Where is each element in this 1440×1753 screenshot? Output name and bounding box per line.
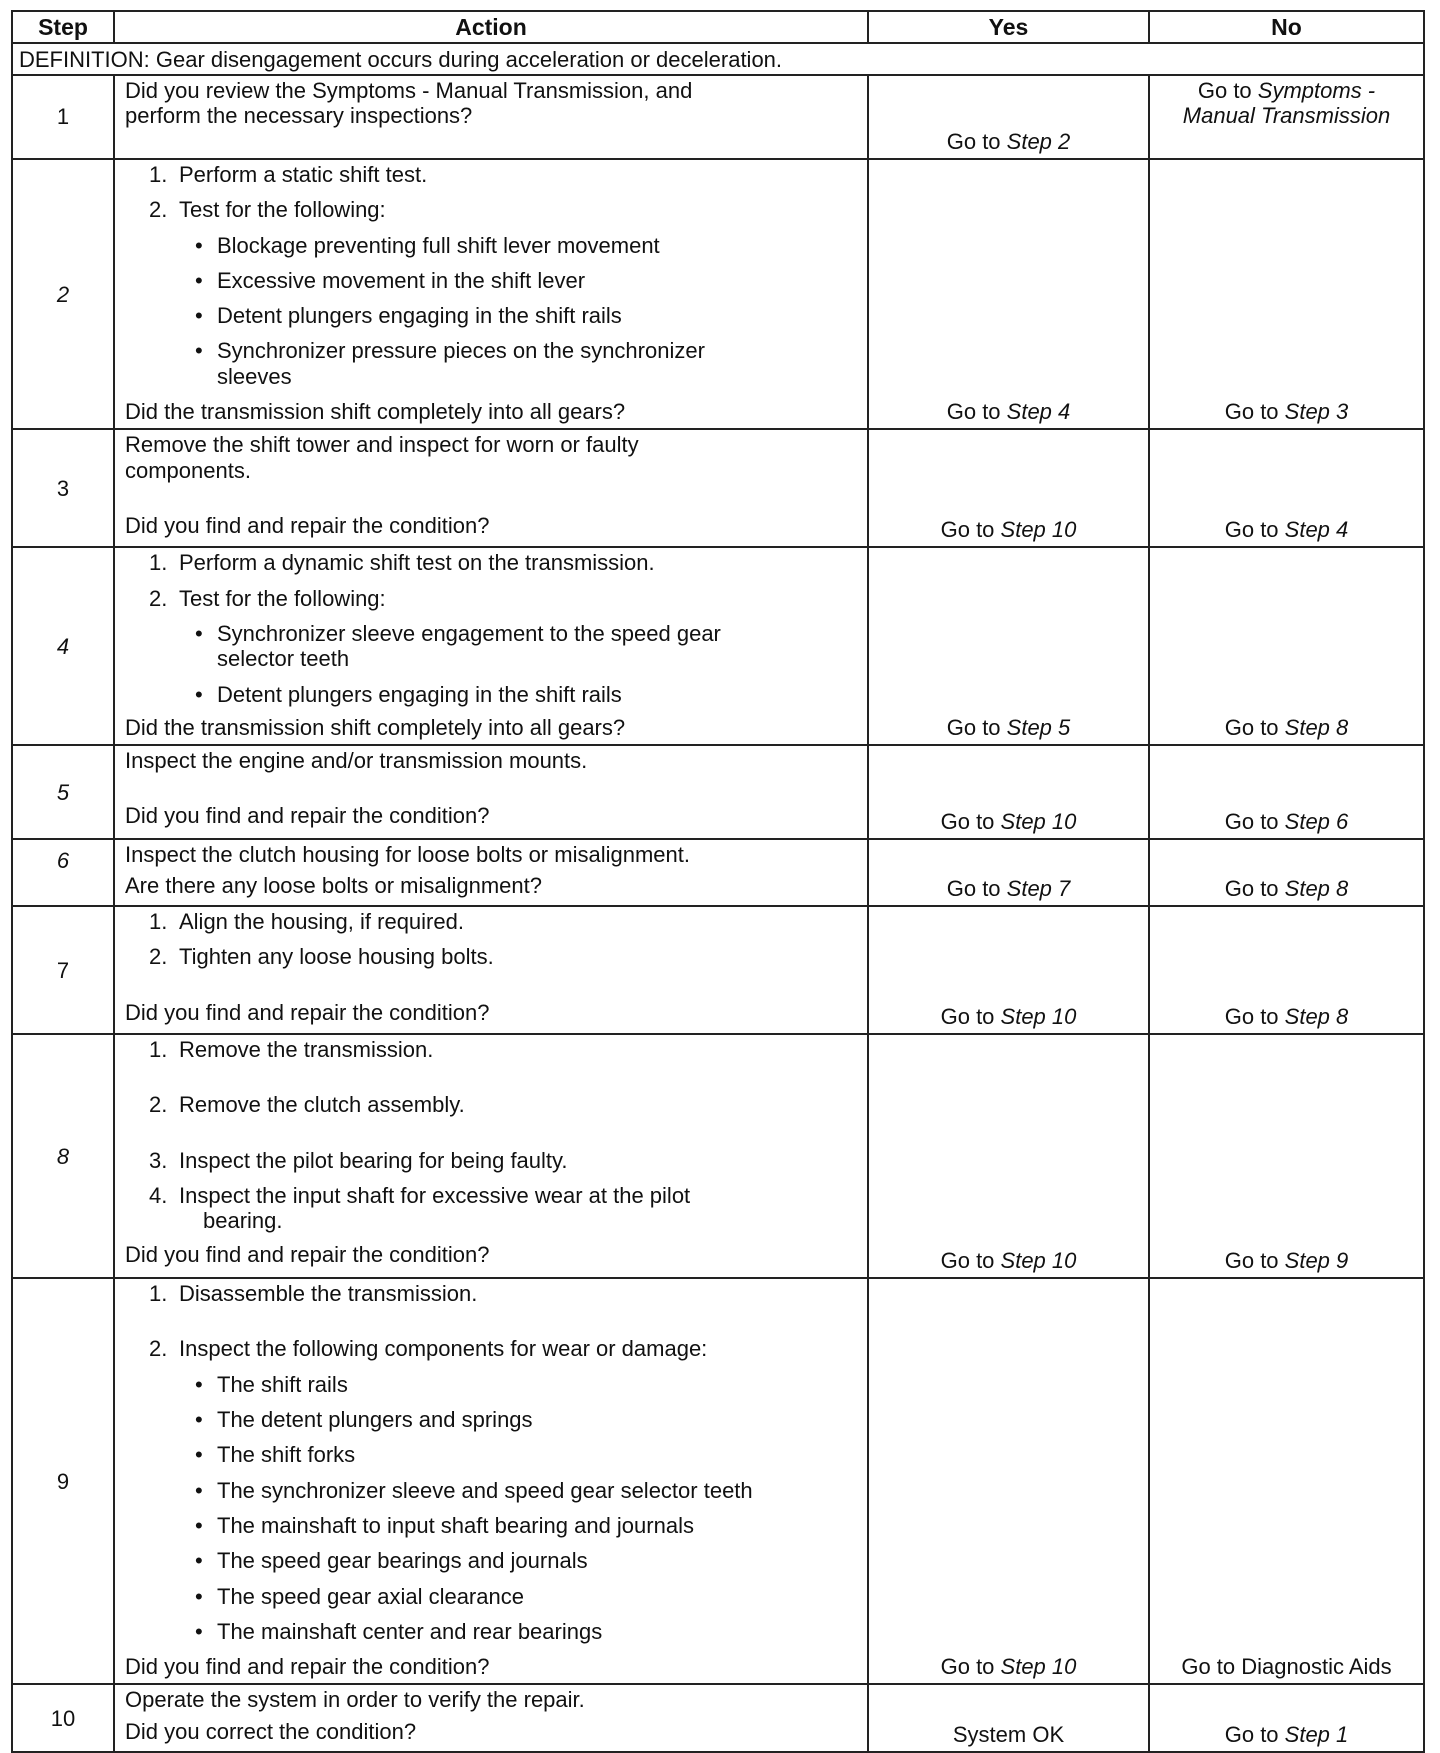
yes-step-link[interactable]: Step 4: [1006, 399, 1071, 425]
bullet-item: • Detent plungers engaging in the shift rails: [195, 681, 622, 707]
step-number: 2: [12, 159, 114, 429]
no-step-link[interactable]: Step 8: [1284, 1003, 1349, 1029]
yes-prefix: Go to: [940, 1003, 1001, 1029]
step-number: 3: [12, 429, 114, 547]
diagnostic-table: [11, 10, 1425, 1753]
yes-step-link[interactable]: Step 10: [1000, 808, 1077, 834]
no-step-link[interactable]: Step 3: [1284, 399, 1349, 425]
step-number: 8: [12, 1034, 114, 1278]
yes-cell: [868, 429, 1149, 547]
step-number: 10: [12, 1684, 114, 1752]
numbered-item: 2. Inspect the following components for wear or damage:: [149, 1336, 708, 1362]
bullet-item: • The synchronizer sleeve and speed gear selector teeth: [195, 1477, 753, 1503]
question-text: Did the transmission shift completely into all gears?: [125, 714, 626, 740]
bullet-item: • Detent plungers engaging in the shift rails: [195, 303, 622, 329]
header-no: No: [1149, 11, 1424, 43]
action-cell: [114, 159, 868, 429]
no-link[interactable]: Manual Transmission: [1182, 103, 1391, 129]
numbered-item: 2. Test for the following:: [149, 585, 386, 611]
no-cell: [1149, 745, 1424, 839]
numbered-item: 2. Remove the clutch assembly.: [149, 1092, 465, 1118]
action-cell: [114, 745, 868, 839]
yes-cell: [868, 547, 1149, 745]
action-line: Did you review the Symptoms - Manual Transmission, and: [125, 78, 693, 103]
yes-cell: [868, 839, 1149, 906]
action-line: components.: [125, 457, 251, 483]
bullet-item: • The mainshaft to input shaft bearing and journals: [195, 1512, 694, 1538]
action-line: Remove the shift tower and inspect for worn or faulty: [125, 432, 639, 458]
no-step-link[interactable]: Step 8: [1284, 875, 1349, 901]
bullet-item: • Synchronizer sleeve engagement to the speed gear selector teeth: [195, 620, 721, 672]
question-text: Did you find and repair the condition?: [125, 999, 490, 1025]
yes-prefix: Go to: [940, 808, 1001, 834]
no-cell: [1149, 429, 1424, 547]
yes-cell: [868, 906, 1149, 1034]
question-text: Did you find and repair the condition?: [125, 1654, 490, 1680]
numbered-item: 1. Align the housing, if required.: [149, 909, 464, 935]
no-prefix: Go to: [1224, 1247, 1285, 1273]
bullet-item: • Blockage preventing full shift lever movement: [195, 232, 660, 258]
step-number: 1: [12, 75, 114, 159]
question-text: Did the transmission shift completely into all gears?: [125, 399, 626, 425]
step-number: 6: [12, 839, 114, 906]
question-text: Did you find and repair the condition?: [125, 803, 490, 829]
table-header-row: [12, 11, 1424, 43]
no-step-link[interactable]: Step 8: [1284, 714, 1349, 740]
action-line: Inspect the engine and/or transmission mounts.: [125, 748, 588, 774]
no-prefix: Go to: [1197, 78, 1258, 103]
header-step: Step: [12, 11, 114, 43]
numbered-item: 1. Remove the transmission.: [149, 1037, 434, 1063]
step-number: 7: [12, 906, 114, 1034]
action-cell: [114, 1684, 868, 1752]
yes-prefix: Go to: [946, 128, 1007, 154]
yes-step-link[interactable]: Step 2: [1006, 128, 1071, 154]
system-ok-text: System OK: [952, 1722, 1065, 1748]
bullet-item: • The mainshaft center and rear bearings: [195, 1618, 603, 1644]
bullet-item: • The detent plungers and springs: [195, 1407, 533, 1433]
no-cell: [1149, 1278, 1424, 1684]
numbered-item: 2. Tighten any loose housing bolts.: [149, 944, 494, 970]
header-action: Action: [114, 11, 868, 43]
yes-prefix: Go to: [946, 399, 1007, 425]
definition-row: [12, 43, 1424, 75]
numbered-item: 4. Inspect the input shaft for excessive wear at the pilot bearing.: [149, 1183, 691, 1234]
table-row: [12, 839, 1424, 906]
action-cell: [114, 75, 868, 159]
definition-text: DEFINITION: Gear disengagement occurs during acceleration or deceleration.: [12, 43, 1424, 75]
no-prefix: Go to: [1224, 808, 1285, 834]
yes-step-link[interactable]: Step 10: [1000, 1003, 1077, 1029]
action-cell: [114, 1278, 868, 1684]
no-cell: [1149, 1034, 1424, 1278]
bullet-item: • Excessive movement in the shift lever: [195, 267, 586, 293]
table-row: [12, 1278, 1424, 1684]
numbered-item: 1. Perform a dynamic shift test on the transmission.: [149, 550, 655, 576]
no-step-link[interactable]: Step 1: [1284, 1722, 1349, 1748]
yes-cell: [868, 1034, 1149, 1278]
yes-step-link[interactable]: Step 10: [1000, 1654, 1077, 1680]
table-row: [12, 429, 1424, 547]
no-prefix: Go to: [1224, 1722, 1285, 1748]
yes-step-link[interactable]: Step 10: [1000, 517, 1077, 543]
no-link[interactable]: Symptoms -: [1257, 78, 1376, 103]
no-cell: [1149, 906, 1424, 1034]
step-number: 9: [12, 1278, 114, 1684]
yes-prefix: Go to: [946, 714, 1007, 740]
action-cell: [114, 429, 868, 547]
yes-prefix: Go to: [946, 875, 1007, 901]
yes-prefix: Go to: [940, 517, 1001, 543]
no-cell: [1149, 547, 1424, 745]
bullet-item: • The speed gear axial clearance: [195, 1583, 524, 1609]
step-number: 5: [12, 745, 114, 839]
bullet-item: • The shift rails: [195, 1371, 348, 1397]
no-prefix: Go to: [1224, 1003, 1285, 1029]
no-cell: [1149, 839, 1424, 906]
bullet-item: • The shift forks: [195, 1442, 356, 1468]
step-number: 4: [12, 547, 114, 745]
question-text: Did you correct the condition?: [125, 1718, 417, 1744]
question-text: Did you find and repair the condition?: [125, 1241, 490, 1267]
numbered-item: 1. Disassemble the transmission.: [149, 1281, 478, 1307]
no-prefix: Go to: [1224, 875, 1285, 901]
no-prefix: Go to: [1224, 399, 1285, 425]
bullet-item: • The speed gear bearings and journals: [195, 1548, 588, 1574]
no-step-link[interactable]: Step 9: [1284, 1247, 1349, 1273]
action-cell: [114, 839, 868, 906]
yes-cell: [868, 745, 1149, 839]
no-step-link[interactable]: Step 6: [1284, 808, 1349, 834]
table-row: [12, 75, 1424, 159]
no-cell: [1149, 1684, 1424, 1752]
action-cell: [114, 1034, 868, 1278]
yes-cell: [868, 159, 1149, 429]
yes-cell: [868, 1684, 1149, 1752]
numbered-item: 3. Inspect the pilot bearing for being faulty.: [149, 1147, 568, 1173]
no-step-link[interactable]: Step 4: [1284, 517, 1349, 543]
yes-cell: [868, 1278, 1149, 1684]
numbered-item: 1. Perform a static shift test.: [149, 162, 428, 187]
yes-cell: [868, 75, 1149, 159]
table-row: [12, 1034, 1424, 1278]
no-cell: [1149, 159, 1424, 429]
yes-step-link[interactable]: Step 10: [1000, 1247, 1077, 1273]
table-row: [12, 159, 1424, 429]
table-row: [12, 547, 1424, 745]
table-row: [12, 906, 1424, 1034]
yes-step-link[interactable]: Step 7: [1006, 875, 1071, 901]
no-diagnostic-aids-link[interactable]: Go to Diagnostic Aids: [1181, 1654, 1392, 1680]
numbered-item: 2. Test for the following:: [149, 197, 386, 223]
yes-prefix: Go to: [940, 1247, 1001, 1273]
action-line: Inspect the clutch housing for loose bolts or misalignment.: [125, 842, 690, 868]
action-cell: [114, 547, 868, 745]
yes-step-link[interactable]: Step 5: [1006, 714, 1071, 740]
action-cell: [114, 906, 868, 1034]
question-text: Are there any loose bolts or misalignment?: [125, 873, 542, 899]
table-row: [12, 1684, 1424, 1752]
question-text: Did you find and repair the condition?: [125, 512, 490, 538]
no-prefix: Go to: [1224, 517, 1285, 543]
yes-prefix: Go to: [940, 1654, 1001, 1680]
header-yes: Yes: [868, 11, 1149, 43]
bullet-item: • Synchronizer pressure pieces on the synchronizer sleeves: [195, 338, 705, 389]
no-prefix: Go to: [1224, 714, 1285, 740]
no-cell: [1149, 75, 1424, 159]
action-line: perform the necessary inspections?: [125, 103, 473, 129]
table-row: [12, 745, 1424, 839]
action-line: Operate the system in order to verify the repair.: [125, 1687, 585, 1713]
